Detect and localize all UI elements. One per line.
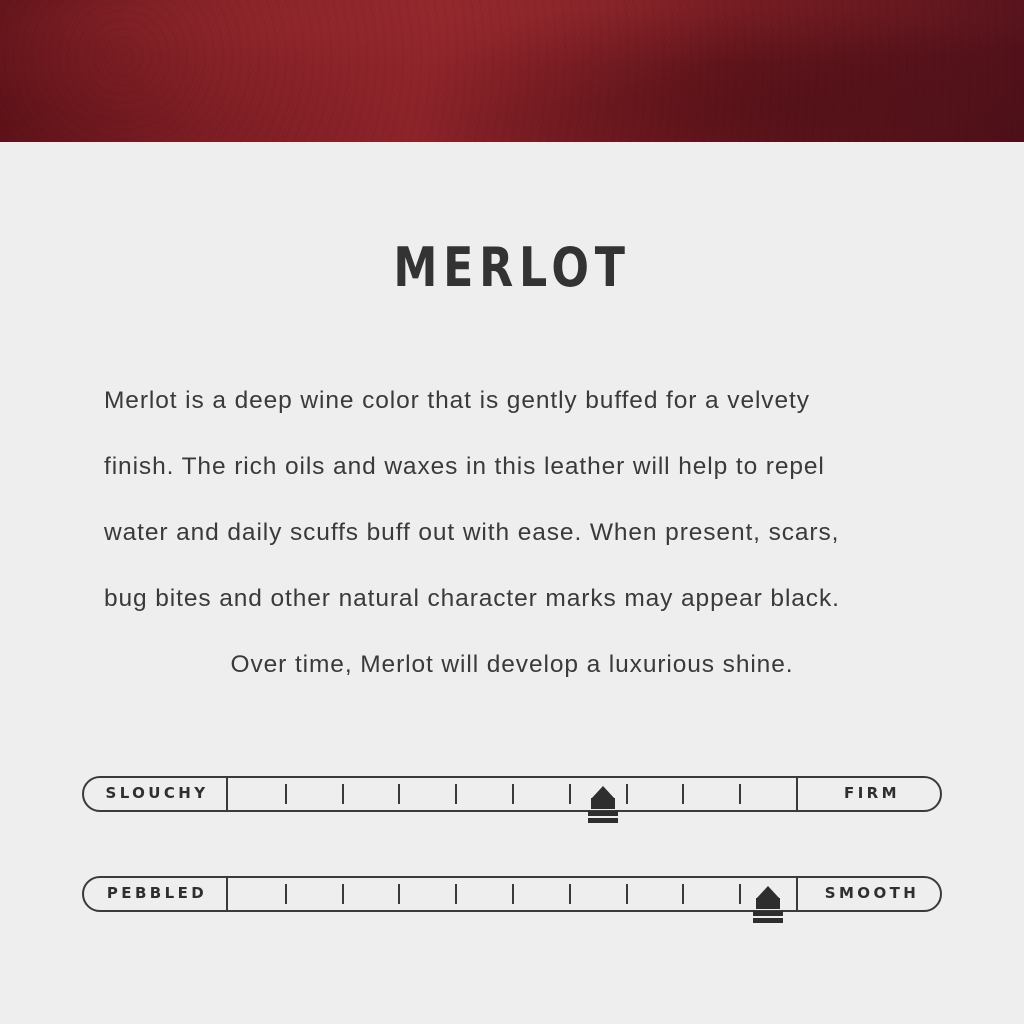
swatch-vignette: [0, 0, 1024, 142]
slider-tick: [569, 784, 571, 804]
slider-tick: [569, 884, 571, 904]
slider-tick: [626, 884, 628, 904]
texture-slider-marker[interactable]: [753, 886, 783, 926]
slider-tick: [398, 784, 400, 804]
texture-slider-ticks: [228, 876, 796, 912]
slider-tick: [682, 884, 684, 904]
slider-tick: [342, 784, 344, 804]
texture-slider[interactable]: [82, 876, 942, 912]
slider-tick: [455, 784, 457, 804]
firmness-slider-marker[interactable]: [588, 786, 618, 826]
slider-tick: [285, 884, 287, 904]
slider-tick: [626, 784, 628, 804]
description-line-1: Merlot is a deep wine color that is gently buffed for a velvety: [104, 387, 810, 414]
slider-tick: [455, 884, 457, 904]
description-line-4: bug bites and other natural character marks may appear black.: [104, 585, 840, 612]
slider-tick: [739, 884, 741, 904]
description-line-5: Over time, Merlot will develop a luxurious shine.: [230, 651, 794, 678]
slider-tick: [682, 784, 684, 804]
color-description: [104, 368, 920, 698]
slider-tick: [512, 784, 514, 804]
description-line-2: finish. The rich oils and waxes in this leather will help to repel: [104, 453, 825, 480]
firmness-slider-ticks: [228, 776, 796, 812]
slider-tick: [512, 884, 514, 904]
page-title: MERLOT: [393, 236, 631, 299]
slider-tick: [285, 784, 287, 804]
slider-tick: [739, 784, 741, 804]
merlot-leather-swatch: [0, 0, 1024, 142]
slider-tick: [398, 884, 400, 904]
firmness-slider-left-label: SLOUCHY: [82, 776, 228, 812]
texture-slider-left-label: PEBBLED: [82, 876, 228, 912]
firmness-slider[interactable]: [82, 776, 942, 812]
firmness-slider-right-label: FIRM: [796, 776, 942, 812]
description-line-3: water and daily scuffs buff out with ease. When present, scars,: [104, 519, 840, 546]
texture-slider-right-label: SMOOTH: [796, 876, 942, 912]
slider-tick: [342, 884, 344, 904]
